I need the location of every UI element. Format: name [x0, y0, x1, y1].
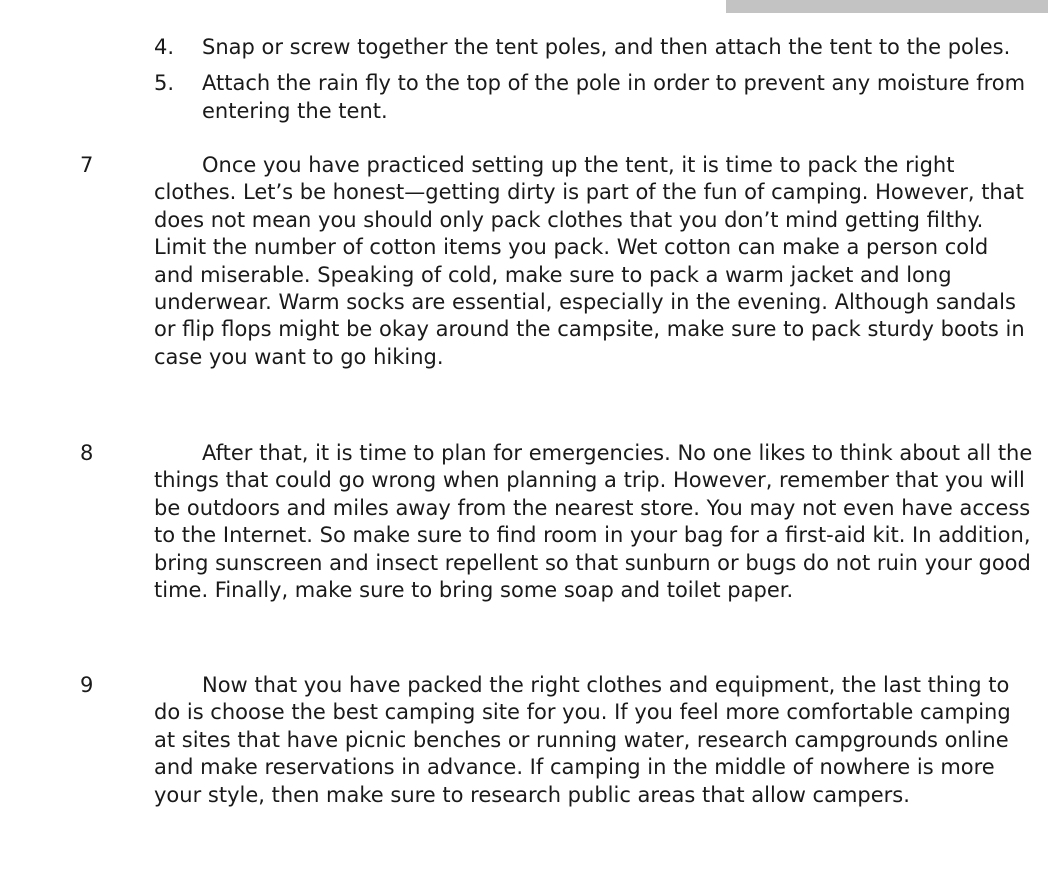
step-text: Attach the rain fly to the top of the pole in order to prevent any moisture from entering the tent. — [202, 71, 1026, 123]
step-number: 5. — [154, 71, 175, 96]
paragraph-number: 7 — [80, 153, 94, 177]
step-item — [154, 34, 1034, 61]
step-item — [154, 70, 1034, 125]
paragraph-number: 8 — [80, 441, 94, 465]
paragraph-text: Now that you have packed the right clothes and equipment, the last thing to do is choose the best camping site for you. If you feel more comfortable camping at sites that have picnic benches or running water, research campgrounds online and make reservations in advance. If camping in the middle of nowhere is more your style, then make sure to research public areas that allow campers. — [154, 673, 1011, 807]
step-text: Snap or screw together the tent poles, and then attach the tent to the poles. — [202, 35, 1011, 59]
step-number: 4. — [154, 35, 175, 59]
paragraph-number: 9 — [80, 673, 94, 697]
paragraph-text: After that, it is time to plan for emergencies. No one likes to think about all the things that could go wrong when planning a trip. However, remember that you will be outdoors and miles away from the nearest store. You may not even have access to the Internet. So make sure to find room in your bag for a first-aid kit. In addition, bring sunscreen and insect repellent so that sunburn or bugs do not ruin your good time. Finally, make sure to bring some soap and toilet paper. — [154, 441, 1033, 603]
paragraph-text: Once you have practiced setting up the tent, it is time to pack the right clothes. Let’s be honest—getting dirty is part of the fun of camping. However, that does not mean you should only pack clothes that you don’t mind getting filthy. Limit the number of cotton items you pack. Wet cotton can make a person cold and miserable. Speaking of cold, make sure to pack a warm jacket and long underwear. Warm socks are essential, especially in the evening. Although sandals or flip flops might be okay around the campsite, make sure to pack sturdy boots in case you want to go hiking. — [154, 153, 1025, 369]
numbered-steps-list — [154, 34, 1034, 134]
header-bar — [726, 0, 1048, 13]
